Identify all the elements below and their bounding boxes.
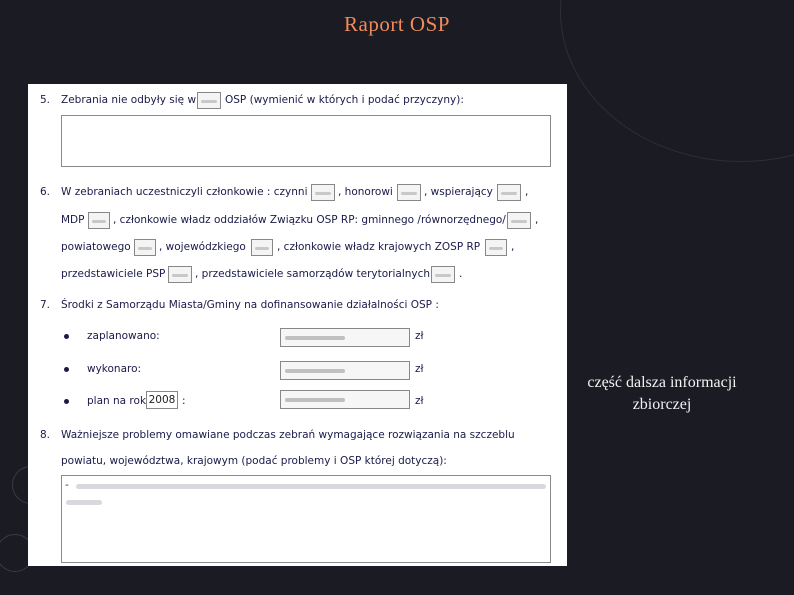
mdp-field[interactable] xyxy=(88,212,110,229)
psp-representatives-field[interactable] xyxy=(168,266,192,283)
county-board-field[interactable] xyxy=(134,239,156,256)
plan-year-label: plan na rok xyxy=(87,395,147,407)
local-government-field[interactable] xyxy=(431,266,455,283)
q6-text: , xyxy=(535,214,539,226)
q6-text: , honorowi xyxy=(338,186,393,198)
voivodeship-board-field[interactable] xyxy=(251,239,273,256)
q6-text: przedstawiciele PSP xyxy=(61,268,166,280)
q6-text: . xyxy=(459,268,463,280)
slide-title: Raport OSP xyxy=(344,12,450,36)
planned-amount-field[interactable] xyxy=(280,328,410,347)
redacted-text xyxy=(76,484,546,489)
redacted-text xyxy=(66,500,102,505)
q6-text: powiatowego xyxy=(61,241,131,253)
supporting-members-field[interactable] xyxy=(497,184,521,201)
planned-label: zaplanowano: xyxy=(87,330,160,342)
q6-text: , członkowie władz krajowych ZOSP RP xyxy=(277,241,481,253)
question-5-text: Zebrania nie odbyły się w xyxy=(61,94,197,106)
answer-dash: - xyxy=(65,479,69,491)
q6-text: , członkowie władz oddziałów Związku OSP RP: gminnego /równorzędnego/ xyxy=(113,214,506,226)
q6-text: , wspierający xyxy=(424,186,493,198)
q6-text: , xyxy=(525,186,529,198)
question-6-number: 6. xyxy=(40,186,51,198)
plan-year-field[interactable]: 2008 xyxy=(146,391,178,409)
executed-label: wykonaro: xyxy=(87,363,142,375)
bullet xyxy=(64,367,69,372)
currency-label: zł xyxy=(415,363,424,375)
question-5-textarea[interactable] xyxy=(61,115,551,167)
executed-amount-field[interactable] xyxy=(280,361,410,380)
municipal-board-field[interactable] xyxy=(507,212,531,229)
bullet xyxy=(64,334,69,339)
plan-year-colon: : xyxy=(182,395,186,407)
question-5-number: 5. xyxy=(40,94,51,106)
bullet xyxy=(64,399,69,404)
plan-amount-field[interactable] xyxy=(280,390,410,409)
q6-text: MDP xyxy=(61,214,85,226)
question-7-text: Środki z Samorządu Miasta/Gminy na dofinansowanie działalności OSP : xyxy=(61,299,439,311)
question-7-number: 7. xyxy=(40,299,51,311)
question-8-number: 8. xyxy=(40,429,51,441)
question-8-text: Ważniejsze problemy omawiane podczas zebrań wymagające rozwiązania na szczeblu xyxy=(61,429,515,441)
osp-count-field[interactable] xyxy=(197,92,221,109)
q6-text: W zebraniach uczestniczyli członkowie : czynni xyxy=(61,186,308,198)
currency-label: zł xyxy=(415,330,424,342)
question-5-text-after: OSP (wymienić w których i podać przyczyny): xyxy=(225,94,464,106)
form-screenshot xyxy=(28,84,567,566)
side-note: część dalsza informacji zbiorczej xyxy=(587,374,737,413)
honorary-members-field[interactable] xyxy=(397,184,421,201)
question-8-text: powiatu, województwa, krajowym (podać problemy i OSP której dotyczą): xyxy=(61,455,447,467)
q6-text: , xyxy=(511,241,515,253)
active-members-field[interactable] xyxy=(311,184,335,201)
question-8-textarea[interactable] xyxy=(61,475,551,563)
q6-text: , przedstawiciele samorządów terytorialnych xyxy=(195,268,431,280)
q6-text: , wojewódzkiego xyxy=(159,241,246,253)
currency-label: zł xyxy=(415,395,424,407)
national-board-field[interactable] xyxy=(485,239,507,256)
